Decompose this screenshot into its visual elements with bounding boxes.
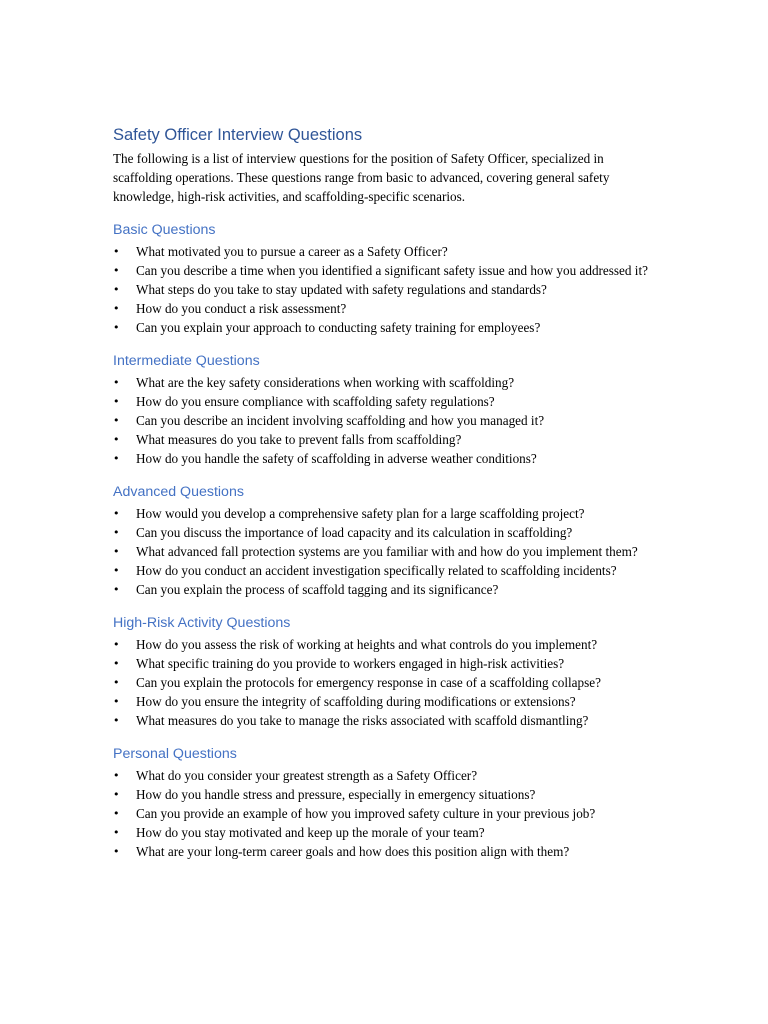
section-heading: Personal Questions <box>113 745 237 762</box>
question-list <box>113 373 661 469</box>
question-text: How do you ensure the integrity of scaffolding during modifications or extensions? <box>136 694 576 710</box>
question-text: Can you describe an incident involving scaffolding and how you managed it? <box>136 413 545 429</box>
question-list <box>113 242 661 338</box>
bullet-icon: • <box>113 375 120 389</box>
question-item <box>113 711 661 730</box>
question-item <box>113 692 661 711</box>
bullet-icon: • <box>113 714 120 728</box>
question-item <box>113 318 661 337</box>
bullet-icon: • <box>113 506 120 520</box>
question-text: What specific training do you provide to workers engaged in high-risk activities? <box>136 655 565 671</box>
question-text: What are your long-term career goals and how does this position align with them? <box>136 844 570 860</box>
question-item <box>113 785 661 804</box>
bullet-icon: • <box>113 787 120 801</box>
question-item <box>113 580 661 599</box>
question-text: What are the key safety considerations when working with scaffolding? <box>136 374 515 390</box>
section-heading: Basic Questions <box>113 221 216 238</box>
bullet-icon: • <box>113 433 120 447</box>
question-item <box>113 673 661 692</box>
question-item <box>113 504 661 523</box>
bullet-icon: • <box>113 244 120 258</box>
document-title: Safety Officer Interview Questions <box>113 126 363 144</box>
question-item <box>113 430 661 449</box>
question-item <box>113 766 661 785</box>
bullet-icon: • <box>113 676 120 690</box>
document-page <box>113 124 661 862</box>
sections-container <box>113 220 661 862</box>
bullet-icon: • <box>113 525 120 539</box>
question-item <box>113 804 661 823</box>
question-text: How do you ensure compliance with scaffolding safety regulations? <box>136 393 495 409</box>
question-text: Can you discuss the importance of load capacity and its calculation in scaffolding? <box>136 524 573 540</box>
bullet-icon: • <box>113 321 120 335</box>
question-item <box>113 823 661 842</box>
bullet-icon: • <box>113 302 120 316</box>
bullet-icon: • <box>113 807 120 821</box>
bullet-icon: • <box>113 564 120 578</box>
question-item <box>113 523 661 542</box>
bullet-icon: • <box>113 394 120 408</box>
question-text: How do you handle stress and pressure, especially in emergency situations? <box>136 786 536 802</box>
bullet-icon: • <box>113 826 120 840</box>
bullet-icon: • <box>113 545 120 559</box>
question-text: What measures do you take to prevent falls from scaffolding? <box>136 432 462 448</box>
question-text: How do you stay motivated and keep up the morale of your team? <box>136 825 485 841</box>
question-item <box>113 299 661 318</box>
question-text: Can you explain the protocols for emergency response in case of a scaffolding collapse? <box>136 675 601 691</box>
question-item <box>113 373 661 392</box>
question-list <box>113 504 661 600</box>
question-text: What do you consider your greatest strength as a Safety Officer? <box>136 767 478 783</box>
bullet-icon: • <box>113 283 120 297</box>
bullet-icon: • <box>113 414 120 428</box>
question-item <box>113 449 661 468</box>
question-item <box>113 842 661 861</box>
bullet-icon: • <box>113 583 120 597</box>
bullet-icon: • <box>113 695 120 709</box>
section-high-risk-activity-questions <box>113 613 661 731</box>
section-advanced-questions <box>113 482 661 600</box>
question-item <box>113 261 661 280</box>
question-text: Can you explain the process of scaffold tagging and its significance? <box>136 582 499 598</box>
question-text: Can you explain your approach to conducting safety training for employees? <box>136 320 541 336</box>
question-item <box>113 392 661 411</box>
bullet-icon: • <box>113 845 120 859</box>
bullet-icon: • <box>113 452 120 466</box>
question-text: What advanced fall protection systems are you familiar with and how do you implement them? <box>136 544 638 560</box>
question-item <box>113 542 661 561</box>
section-intermediate-questions <box>113 351 661 469</box>
question-text: Can you provide an example of how you improved safety culture in your previous job? <box>136 806 596 822</box>
question-item <box>113 280 661 299</box>
question-item <box>113 654 661 673</box>
question-item <box>113 411 661 430</box>
question-text: How do you conduct a risk assessment? <box>136 301 347 317</box>
question-item <box>113 561 661 580</box>
question-item <box>113 635 661 654</box>
section-heading: High-Risk Activity Questions <box>113 614 291 631</box>
question-text: How would you develop a comprehensive safety plan for a large scaffolding project? <box>136 505 585 521</box>
section-heading: Intermediate Questions <box>113 352 260 369</box>
question-text: How do you handle the safety of scaffolding in adverse weather conditions? <box>136 451 537 467</box>
question-text: What motivated you to pursue a career as a Safety Officer? <box>136 243 448 259</box>
section-heading: Advanced Questions <box>113 483 244 500</box>
question-text: How do you assess the risk of working at heights and what controls do you implement? <box>136 636 598 652</box>
question-text: How do you conduct an accident investigation specifically related to scaffolding incidents? <box>136 563 617 579</box>
question-text: What measures do you take to manage the risks associated with scaffold dismantling? <box>136 713 589 729</box>
question-list <box>113 766 661 862</box>
intro-paragraph: The following is a list of interview questions for the position of Safety Officer, specialized in scaffolding operations. These questions range from basic to advanced, covering general safety knowledge, high-risk activities, and scaffolding-specific scenarios. <box>113 151 610 205</box>
question-item <box>113 242 661 261</box>
question-text: Can you describe a time when you identified a significant safety issue and how you addressed it? <box>136 262 648 278</box>
question-text: What steps do you take to stay updated with safety regulations and standards? <box>136 282 547 298</box>
bullet-icon: • <box>113 656 120 670</box>
question-list <box>113 635 661 731</box>
bullet-icon: • <box>113 263 120 277</box>
bullet-icon: • <box>113 768 120 782</box>
section-basic-questions <box>113 220 661 338</box>
bullet-icon: • <box>113 637 120 651</box>
section-personal-questions <box>113 744 661 862</box>
